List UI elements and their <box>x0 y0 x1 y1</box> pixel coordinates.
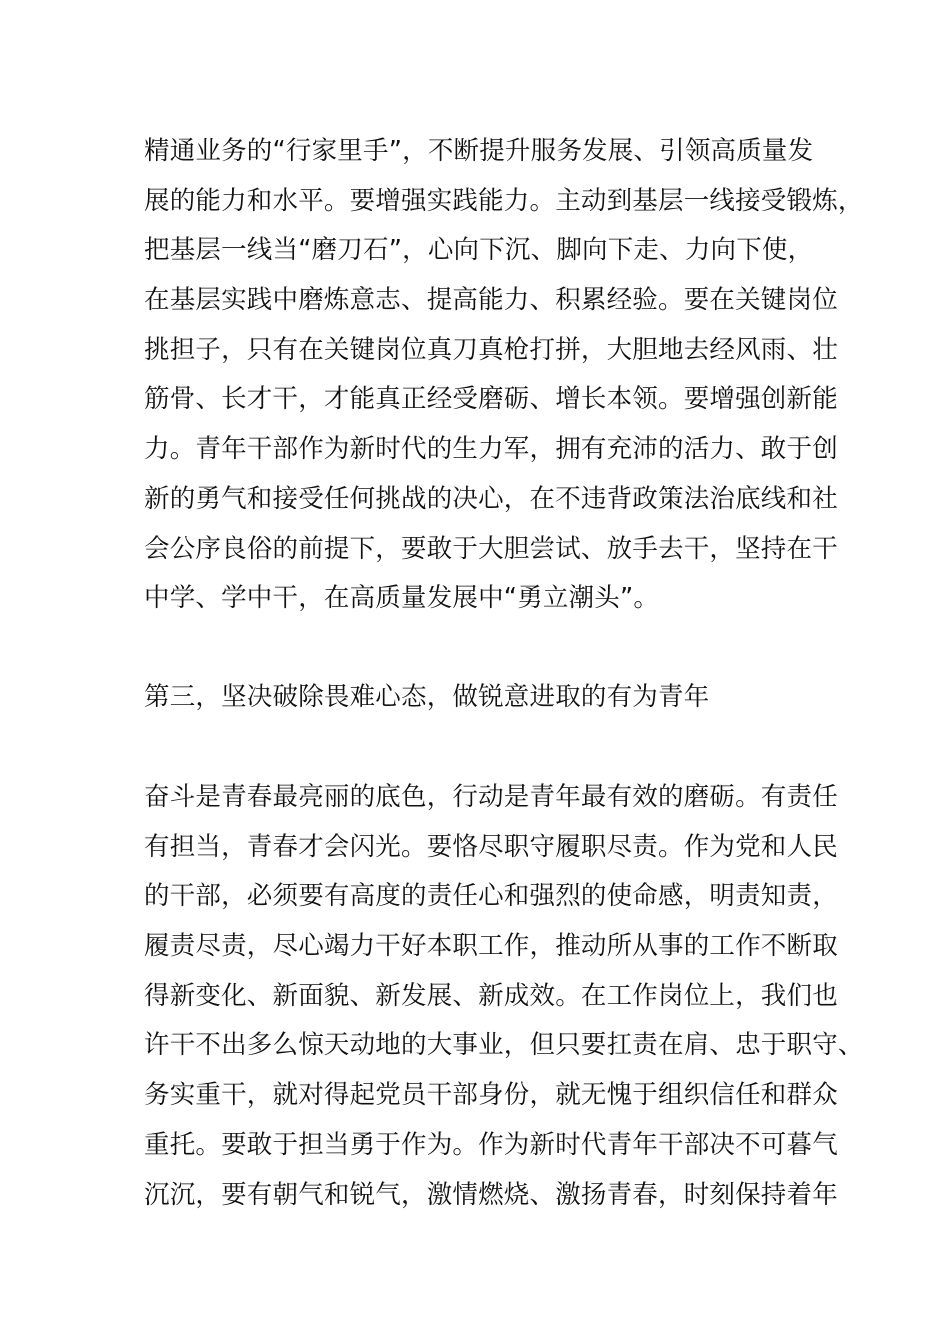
paragraph-line: 沉沉，要有朝气和锐气，激情燃烧、激扬青春，时刻保持着年 <box>144 1179 838 1210</box>
paragraph-line: 筋骨、长才干，才能真正经受磨砺、增长本领。要增强创新能 <box>144 384 838 415</box>
paragraph-line: 许干不出多么惊天动地的大事业，但只要扛责在肩、忠于职守、 <box>144 1030 864 1061</box>
paragraph-line: 的干部，必须要有高度的责任心和强烈的使命感，明责知责， <box>144 881 838 912</box>
paragraph-line: 务实重干，就对得起党员干部身份，就无愧于组织信任和群众 <box>144 1080 838 1111</box>
body-paragraph-2 <box>144 773 864 1220</box>
section-heading-text: 第三，坚决破除畏难心态，做锐意进取的有为青年 <box>144 682 710 712</box>
paragraph-line: 把基层一线当“磨刀石”，心向下沉、脚向下走、力向下使， <box>144 235 814 266</box>
paragraph-line: 履责尽责，尽心竭力干好本职工作，推动所从事的工作不断取 <box>144 931 838 962</box>
paragraph-line: 重托。要敢于担当勇于作为。作为新时代青年干部决不可暮气 <box>144 1129 838 1160</box>
paragraph-line: 力。青年干部作为新时代的生力军，拥有充沛的活力、敢于创 <box>144 434 838 465</box>
paragraph-line: 奋斗是青春最亮丽的底色，行动是青年最有效的磨砺。有责任 <box>144 782 838 812</box>
paragraph-line: 展的能力和水平。要增强实践能力。主动到基层一线接受锻炼， <box>144 185 864 216</box>
section-heading <box>144 673 812 723</box>
paragraph-line: 新的勇气和接受任何挑战的决心，在不违背政策法治底线和社 <box>144 483 838 514</box>
paragraph-line: 会公序良俗的前提下，要敢于大胆尝试、放手去干，坚持在干 <box>144 533 838 564</box>
body-paragraph-1 <box>144 127 864 624</box>
paragraph-line: 中学、学中干，在高质量发展中“勇立潮头”。 <box>144 583 660 614</box>
paragraph-line: 有担当，青春才会闪光。要恪尽职守履职尽责。作为党和人民 <box>144 831 838 862</box>
paragraph-line: 精通业务的“行家里手”，不断提升服务发展、引领高质量发 <box>144 136 814 166</box>
paragraph-line: 挑担子，只有在关键岗位真刀真枪打拼，大胆地去经风雨、壮 <box>144 334 838 365</box>
paragraph-line: 在基层实践中磨炼意志、提高能力、积累经验。要在关键岗位 <box>144 285 838 316</box>
paragraph-line: 得新变化、新面貌、新发展、新成效。在工作岗位上，我们也 <box>144 980 838 1011</box>
